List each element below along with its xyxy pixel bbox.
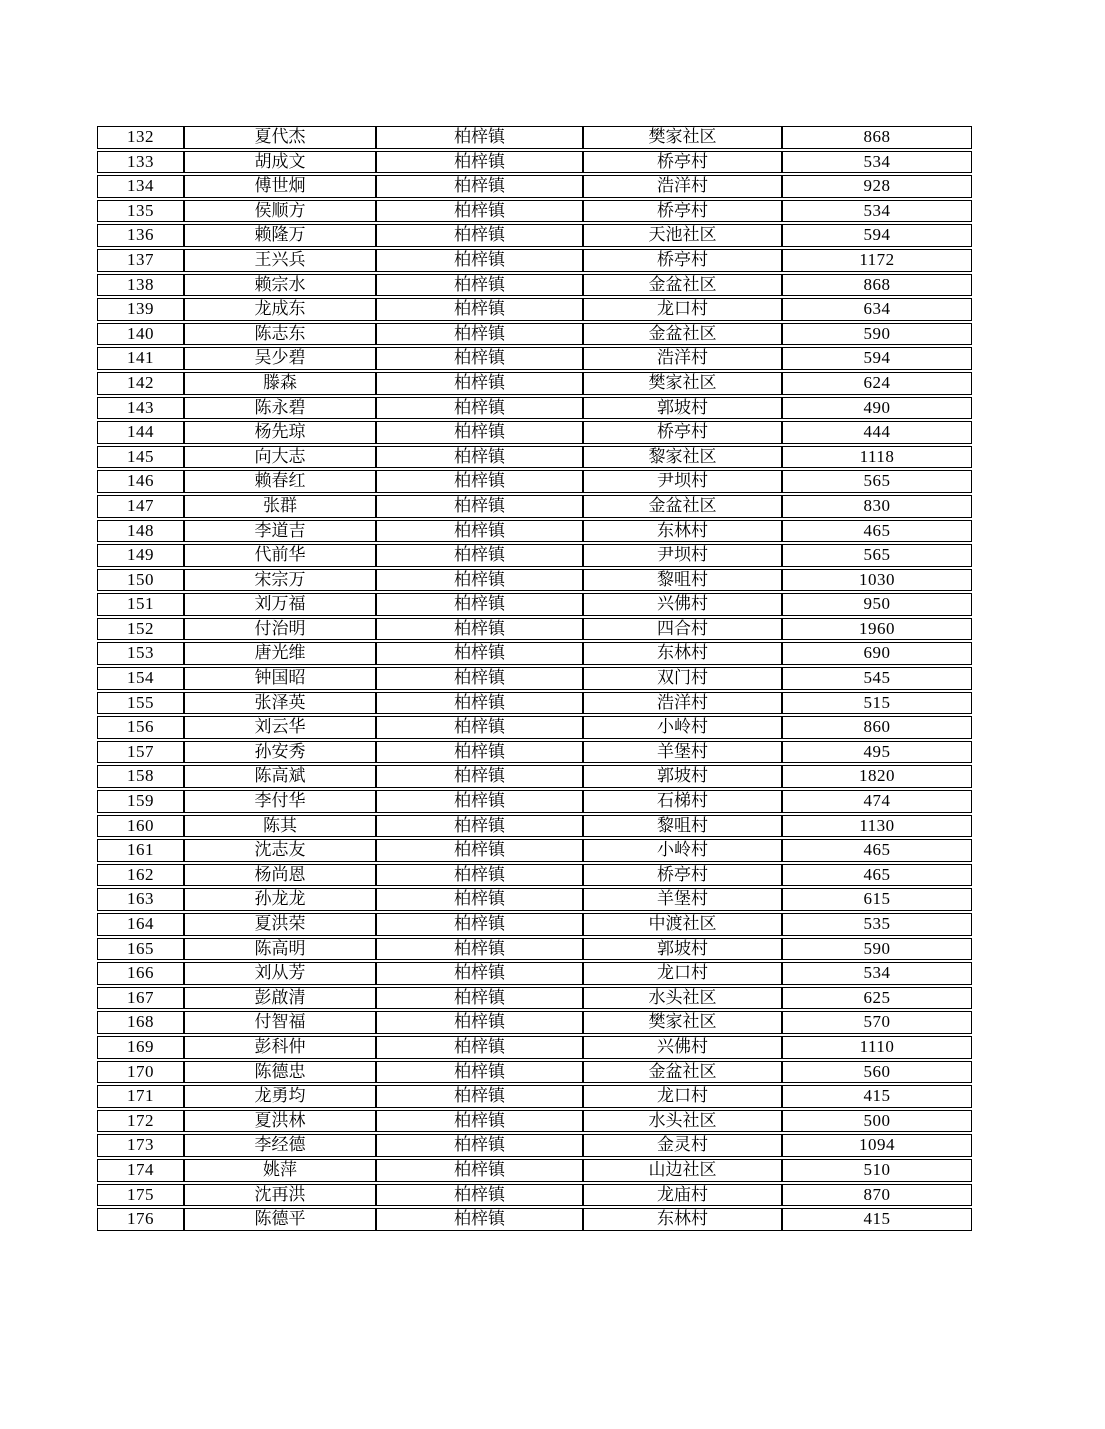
amount-cell: 625	[782, 987, 972, 1010]
row-number-cell: 140	[97, 323, 184, 346]
town-cell: 柏梓镇	[376, 815, 583, 838]
amount-cell: 465	[782, 520, 972, 543]
table-row	[97, 1011, 972, 1034]
name-cell: 刘从芳	[184, 962, 376, 985]
table-row	[97, 741, 972, 764]
town-cell: 柏梓镇	[376, 249, 583, 272]
amount-cell: 534	[782, 200, 972, 223]
village-cell: 金灵村	[583, 1134, 782, 1157]
amount-cell: 1094	[782, 1134, 972, 1157]
row-number-cell: 139	[97, 298, 184, 321]
name-cell: 沈志友	[184, 839, 376, 862]
village-cell: 龙庙村	[583, 1184, 782, 1207]
amount-cell: 465	[782, 839, 972, 862]
name-cell: 陈德忠	[184, 1061, 376, 1084]
town-cell: 柏梓镇	[376, 520, 583, 543]
amount-cell: 500	[782, 1110, 972, 1133]
amount-cell: 534	[782, 962, 972, 985]
row-number-cell: 153	[97, 642, 184, 665]
amount-cell: 1130	[782, 815, 972, 838]
village-cell: 郭坡村	[583, 397, 782, 420]
amount-cell: 474	[782, 790, 972, 813]
table-row	[97, 1208, 972, 1231]
name-cell: 赖春红	[184, 470, 376, 493]
amount-cell: 1030	[782, 569, 972, 592]
roster-table	[97, 124, 972, 1233]
amount-cell: 1172	[782, 249, 972, 272]
table-row	[97, 987, 972, 1010]
name-cell: 傅世炯	[184, 175, 376, 198]
town-cell: 柏梓镇	[376, 765, 583, 788]
amount-cell: 1960	[782, 618, 972, 641]
village-cell: 龙口村	[583, 1085, 782, 1108]
town-cell: 柏梓镇	[376, 888, 583, 911]
amount-cell: 830	[782, 495, 972, 518]
amount-cell: 615	[782, 888, 972, 911]
table-row	[97, 372, 972, 395]
row-number-cell: 136	[97, 224, 184, 247]
table-row	[97, 864, 972, 887]
amount-cell: 594	[782, 347, 972, 370]
table-row	[97, 790, 972, 813]
table-row	[97, 692, 972, 715]
amount-cell: 590	[782, 323, 972, 346]
table-body	[97, 126, 972, 1231]
town-cell: 柏梓镇	[376, 642, 583, 665]
village-cell: 金盆社区	[583, 323, 782, 346]
town-cell: 柏梓镇	[376, 151, 583, 174]
village-cell: 樊家社区	[583, 126, 782, 149]
town-cell: 柏梓镇	[376, 987, 583, 1010]
amount-cell: 624	[782, 372, 972, 395]
village-cell: 桥亭村	[583, 249, 782, 272]
table-row	[97, 1061, 972, 1084]
town-cell: 柏梓镇	[376, 1184, 583, 1207]
row-number-cell: 149	[97, 544, 184, 567]
town-cell: 柏梓镇	[376, 692, 583, 715]
town-cell: 柏梓镇	[376, 1036, 583, 1059]
row-number-cell: 154	[97, 667, 184, 690]
row-number-cell: 171	[97, 1085, 184, 1108]
village-cell: 黎家社区	[583, 446, 782, 469]
table-row	[97, 1036, 972, 1059]
town-cell: 柏梓镇	[376, 741, 583, 764]
name-cell: 胡成文	[184, 151, 376, 174]
town-cell: 柏梓镇	[376, 126, 583, 149]
table-row	[97, 716, 972, 739]
village-cell: 水头社区	[583, 1110, 782, 1133]
row-number-cell: 166	[97, 962, 184, 985]
table-row	[97, 200, 972, 223]
name-cell: 代前华	[184, 544, 376, 567]
amount-cell: 870	[782, 1184, 972, 1207]
table-row	[97, 1110, 972, 1133]
row-number-cell: 173	[97, 1134, 184, 1157]
town-cell: 柏梓镇	[376, 200, 583, 223]
table-row	[97, 298, 972, 321]
name-cell: 侯顺方	[184, 200, 376, 223]
village-cell: 桥亭村	[583, 864, 782, 887]
name-cell: 向大志	[184, 446, 376, 469]
town-cell: 柏梓镇	[376, 962, 583, 985]
amount-cell: 1118	[782, 446, 972, 469]
amount-cell: 868	[782, 274, 972, 297]
amount-cell: 415	[782, 1085, 972, 1108]
table-row	[97, 421, 972, 444]
village-cell: 龙口村	[583, 962, 782, 985]
amount-cell: 860	[782, 716, 972, 739]
name-cell: 李道吉	[184, 520, 376, 543]
row-number-cell: 132	[97, 126, 184, 149]
village-cell: 郭坡村	[583, 938, 782, 961]
town-cell: 柏梓镇	[376, 224, 583, 247]
amount-cell: 594	[782, 224, 972, 247]
table-row	[97, 913, 972, 936]
table-row	[97, 962, 972, 985]
name-cell: 陈永碧	[184, 397, 376, 420]
row-number-cell: 162	[97, 864, 184, 887]
name-cell: 杨先琼	[184, 421, 376, 444]
table-row	[97, 126, 972, 149]
table-row	[97, 618, 972, 641]
town-cell: 柏梓镇	[376, 1085, 583, 1108]
table-row	[97, 839, 972, 862]
table-row	[97, 667, 972, 690]
row-number-cell: 156	[97, 716, 184, 739]
table-row	[97, 938, 972, 961]
row-number-cell: 151	[97, 593, 184, 616]
name-cell: 姚萍	[184, 1159, 376, 1182]
amount-cell: 634	[782, 298, 972, 321]
village-cell: 浩洋村	[583, 175, 782, 198]
table-row	[97, 888, 972, 911]
row-number-cell: 163	[97, 888, 184, 911]
village-cell: 四合村	[583, 618, 782, 641]
town-cell: 柏梓镇	[376, 593, 583, 616]
row-number-cell: 175	[97, 1184, 184, 1207]
village-cell: 小岭村	[583, 839, 782, 862]
name-cell: 陈德平	[184, 1208, 376, 1231]
village-cell: 东林村	[583, 520, 782, 543]
table-row	[97, 175, 972, 198]
amount-cell: 928	[782, 175, 972, 198]
row-number-cell: 150	[97, 569, 184, 592]
row-number-cell: 143	[97, 397, 184, 420]
town-cell: 柏梓镇	[376, 913, 583, 936]
town-cell: 柏梓镇	[376, 397, 583, 420]
town-cell: 柏梓镇	[376, 175, 583, 198]
row-number-cell: 161	[97, 839, 184, 862]
row-number-cell: 144	[97, 421, 184, 444]
name-cell: 孙龙龙	[184, 888, 376, 911]
table-row	[97, 323, 972, 346]
village-cell: 双门村	[583, 667, 782, 690]
village-cell: 小岭村	[583, 716, 782, 739]
village-cell: 浩洋村	[583, 692, 782, 715]
town-cell: 柏梓镇	[376, 274, 583, 297]
town-cell: 柏梓镇	[376, 544, 583, 567]
row-number-cell: 146	[97, 470, 184, 493]
town-cell: 柏梓镇	[376, 667, 583, 690]
village-cell: 金盆社区	[583, 1061, 782, 1084]
row-number-cell: 167	[97, 987, 184, 1010]
name-cell: 赖宗水	[184, 274, 376, 297]
amount-cell: 444	[782, 421, 972, 444]
town-cell: 柏梓镇	[376, 1208, 583, 1231]
name-cell: 彭科仲	[184, 1036, 376, 1059]
name-cell: 杨尚恩	[184, 864, 376, 887]
row-number-cell: 147	[97, 495, 184, 518]
amount-cell: 515	[782, 692, 972, 715]
table-row	[97, 569, 972, 592]
name-cell: 沈再洪	[184, 1184, 376, 1207]
village-cell: 樊家社区	[583, 1011, 782, 1034]
town-cell: 柏梓镇	[376, 1011, 583, 1034]
village-cell: 郭坡村	[583, 765, 782, 788]
row-number-cell: 168	[97, 1011, 184, 1034]
row-number-cell: 134	[97, 175, 184, 198]
name-cell: 钟国昭	[184, 667, 376, 690]
row-number-cell: 174	[97, 1159, 184, 1182]
amount-cell: 534	[782, 151, 972, 174]
amount-cell: 535	[782, 913, 972, 936]
village-cell: 尹坝村	[583, 544, 782, 567]
town-cell: 柏梓镇	[376, 421, 583, 444]
town-cell: 柏梓镇	[376, 298, 583, 321]
name-cell: 赖隆万	[184, 224, 376, 247]
table-row	[97, 1159, 972, 1182]
table-row	[97, 495, 972, 518]
village-cell: 樊家社区	[583, 372, 782, 395]
table-row	[97, 274, 972, 297]
amount-cell: 560	[782, 1061, 972, 1084]
town-cell: 柏梓镇	[376, 569, 583, 592]
town-cell: 柏梓镇	[376, 347, 583, 370]
name-cell: 龙成东	[184, 298, 376, 321]
town-cell: 柏梓镇	[376, 446, 583, 469]
name-cell: 陈志东	[184, 323, 376, 346]
name-cell: 夏洪林	[184, 1110, 376, 1133]
amount-cell: 545	[782, 667, 972, 690]
table-row	[97, 347, 972, 370]
village-cell: 羊堡村	[583, 888, 782, 911]
table-row	[97, 397, 972, 420]
name-cell: 滕森	[184, 372, 376, 395]
table-row	[97, 544, 972, 567]
town-cell: 柏梓镇	[376, 372, 583, 395]
roster-table-container	[97, 124, 972, 1233]
amount-cell: 565	[782, 544, 972, 567]
name-cell: 彭啟清	[184, 987, 376, 1010]
town-cell: 柏梓镇	[376, 790, 583, 813]
village-cell: 水头社区	[583, 987, 782, 1010]
village-cell: 金盆社区	[583, 274, 782, 297]
amount-cell: 490	[782, 397, 972, 420]
table-row	[97, 815, 972, 838]
name-cell: 陈高斌	[184, 765, 376, 788]
name-cell: 付智福	[184, 1011, 376, 1034]
village-cell: 兴佛村	[583, 593, 782, 616]
village-cell: 黎咀村	[583, 815, 782, 838]
name-cell: 夏代杰	[184, 126, 376, 149]
village-cell: 尹坝村	[583, 470, 782, 493]
village-cell: 羊堡村	[583, 741, 782, 764]
village-cell: 天池社区	[583, 224, 782, 247]
table-row	[97, 642, 972, 665]
name-cell: 付治明	[184, 618, 376, 641]
row-number-cell: 170	[97, 1061, 184, 1084]
name-cell: 陈其	[184, 815, 376, 838]
row-number-cell: 148	[97, 520, 184, 543]
village-cell: 石梯村	[583, 790, 782, 813]
name-cell: 李付华	[184, 790, 376, 813]
name-cell: 张群	[184, 495, 376, 518]
row-number-cell: 145	[97, 446, 184, 469]
table-row	[97, 520, 972, 543]
amount-cell: 1820	[782, 765, 972, 788]
town-cell: 柏梓镇	[376, 323, 583, 346]
town-cell: 柏梓镇	[376, 1061, 583, 1084]
name-cell: 龙勇均	[184, 1085, 376, 1108]
village-cell: 桥亭村	[583, 421, 782, 444]
town-cell: 柏梓镇	[376, 495, 583, 518]
name-cell: 陈高明	[184, 938, 376, 961]
amount-cell: 950	[782, 593, 972, 616]
village-cell: 东林村	[583, 1208, 782, 1231]
amount-cell: 465	[782, 864, 972, 887]
name-cell: 王兴兵	[184, 249, 376, 272]
village-cell: 东林村	[583, 642, 782, 665]
amount-cell: 690	[782, 642, 972, 665]
row-number-cell: 158	[97, 765, 184, 788]
row-number-cell: 160	[97, 815, 184, 838]
row-number-cell: 138	[97, 274, 184, 297]
table-row	[97, 249, 972, 272]
amount-cell: 570	[782, 1011, 972, 1034]
row-number-cell: 142	[97, 372, 184, 395]
town-cell: 柏梓镇	[376, 938, 583, 961]
name-cell: 夏洪荣	[184, 913, 376, 936]
table-row	[97, 446, 972, 469]
village-cell: 龙口村	[583, 298, 782, 321]
name-cell: 吴少碧	[184, 347, 376, 370]
village-cell: 山边社区	[583, 1159, 782, 1182]
row-number-cell: 152	[97, 618, 184, 641]
amount-cell: 590	[782, 938, 972, 961]
row-number-cell: 135	[97, 200, 184, 223]
table-row	[97, 151, 972, 174]
name-cell: 刘云华	[184, 716, 376, 739]
village-cell: 桥亭村	[583, 151, 782, 174]
table-row	[97, 1134, 972, 1157]
row-number-cell: 176	[97, 1208, 184, 1231]
row-number-cell: 165	[97, 938, 184, 961]
town-cell: 柏梓镇	[376, 716, 583, 739]
town-cell: 柏梓镇	[376, 1134, 583, 1157]
row-number-cell: 172	[97, 1110, 184, 1133]
table-row	[97, 1085, 972, 1108]
name-cell: 唐光维	[184, 642, 376, 665]
town-cell: 柏梓镇	[376, 1159, 583, 1182]
table-row	[97, 593, 972, 616]
row-number-cell: 137	[97, 249, 184, 272]
amount-cell: 510	[782, 1159, 972, 1182]
town-cell: 柏梓镇	[376, 470, 583, 493]
village-cell: 桥亭村	[583, 200, 782, 223]
village-cell: 黎咀村	[583, 569, 782, 592]
village-cell: 中渡社区	[583, 913, 782, 936]
name-cell: 李经德	[184, 1134, 376, 1157]
name-cell: 刘万福	[184, 593, 376, 616]
row-number-cell: 157	[97, 741, 184, 764]
town-cell: 柏梓镇	[376, 864, 583, 887]
amount-cell: 495	[782, 741, 972, 764]
row-number-cell: 141	[97, 347, 184, 370]
town-cell: 柏梓镇	[376, 618, 583, 641]
name-cell: 孙安秀	[184, 741, 376, 764]
amount-cell: 415	[782, 1208, 972, 1231]
amount-cell: 565	[782, 470, 972, 493]
name-cell: 张泽英	[184, 692, 376, 715]
town-cell: 柏梓镇	[376, 839, 583, 862]
row-number-cell: 159	[97, 790, 184, 813]
row-number-cell: 133	[97, 151, 184, 174]
name-cell: 宋宗万	[184, 569, 376, 592]
row-number-cell: 164	[97, 913, 184, 936]
table-row	[97, 765, 972, 788]
village-cell: 金盆社区	[583, 495, 782, 518]
village-cell: 浩洋村	[583, 347, 782, 370]
table-row	[97, 470, 972, 493]
table-row	[97, 1184, 972, 1207]
amount-cell: 1110	[782, 1036, 972, 1059]
table-row	[97, 224, 972, 247]
town-cell: 柏梓镇	[376, 1110, 583, 1133]
village-cell: 兴佛村	[583, 1036, 782, 1059]
row-number-cell: 155	[97, 692, 184, 715]
amount-cell: 868	[782, 126, 972, 149]
row-number-cell: 169	[97, 1036, 184, 1059]
